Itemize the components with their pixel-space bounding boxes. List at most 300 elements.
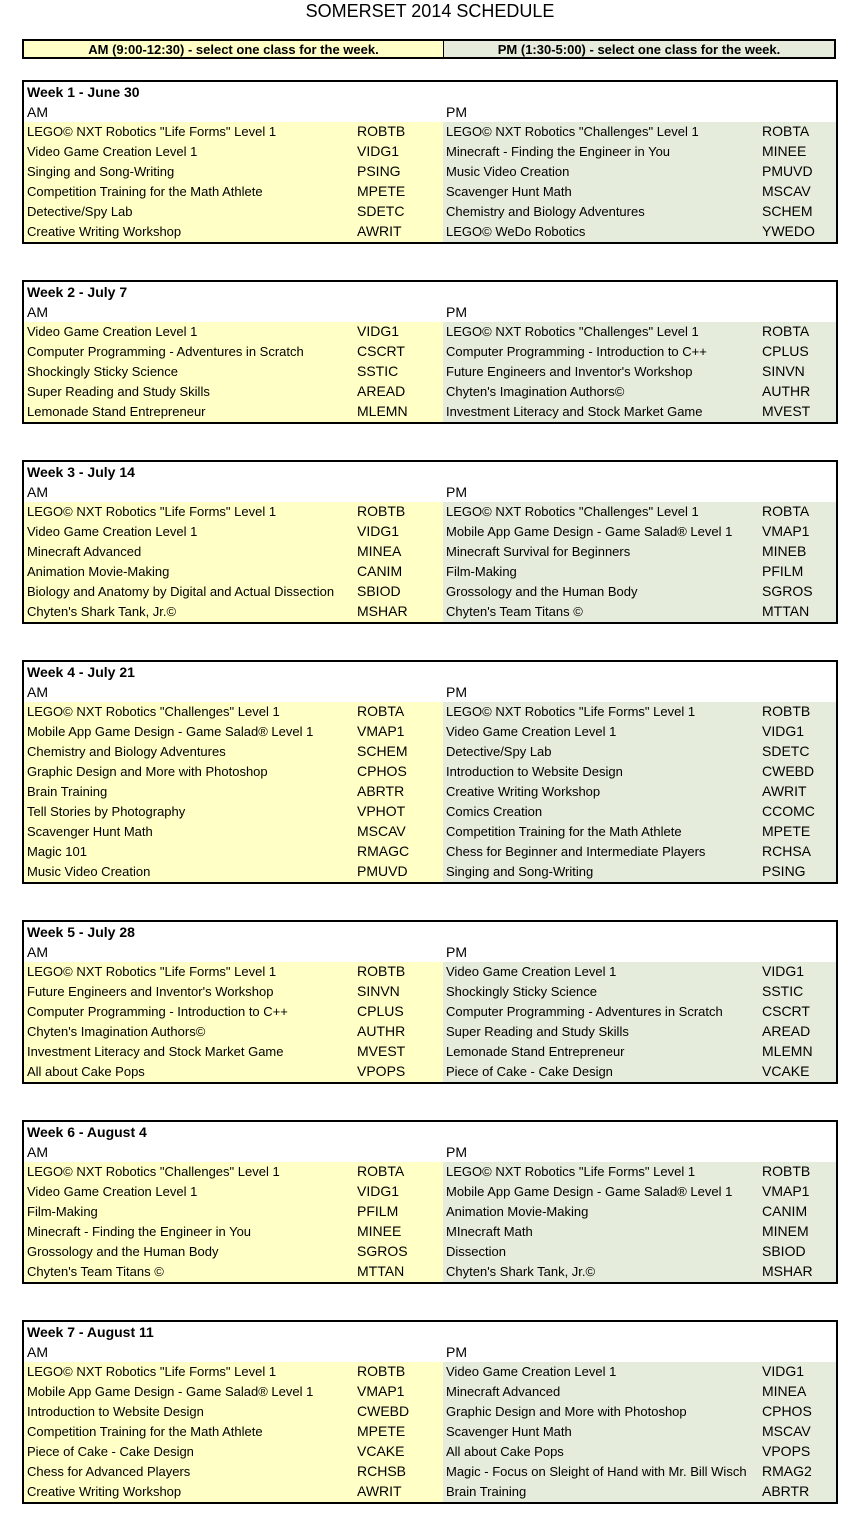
- am-class: [24, 342, 443, 362]
- class-row: [24, 1462, 836, 1482]
- am-class-name: Music Video Creation: [27, 864, 151, 879]
- am-class-name: Minecraft Advanced: [27, 544, 142, 559]
- class-row: [24, 142, 836, 162]
- session-header: [22, 39, 836, 59]
- am-class-name: Future Engineers and Inventor's Workshop: [27, 984, 274, 999]
- pm-class-name: Chyten's Team Titans ©: [446, 604, 583, 619]
- pm-class-code: MSCAV: [762, 183, 811, 199]
- am-class-code: MPETE: [357, 183, 406, 199]
- am-class: [24, 1042, 443, 1062]
- week-title: Week 6 - August 4: [27, 1124, 147, 1140]
- am-class: [24, 1382, 443, 1402]
- am-label: AM: [27, 304, 48, 320]
- am-class: [24, 502, 443, 522]
- pm-class: [443, 562, 836, 582]
- pm-class-code: SDETC: [762, 743, 810, 759]
- am-class-name: Competition Training for the Math Athlete: [27, 1424, 263, 1439]
- pm-class-code: ROBTB: [762, 703, 811, 719]
- pm-class-name: Chemistry and Biology Adventures: [446, 204, 645, 219]
- am-class-name: Lemonade Stand Entrepreneur: [27, 404, 206, 419]
- am-class: [24, 1202, 443, 1222]
- pm-class-code: VCAKE: [762, 1063, 810, 1079]
- week-block: [22, 280, 838, 424]
- am-class-code: SINVN: [357, 983, 400, 999]
- am-class-code: MPETE: [357, 1423, 406, 1439]
- pm-class: [443, 1202, 836, 1222]
- pm-class: [443, 1242, 836, 1262]
- pm-class: [443, 1022, 836, 1042]
- pm-class-code: VMAP1: [762, 1183, 810, 1199]
- pm-class-code: VMAP1: [762, 523, 810, 539]
- pm-class-name: Investment Literacy and Stock Market Game: [446, 404, 703, 419]
- pm-class-name: MInecraft Math: [446, 1224, 533, 1239]
- class-row: [24, 122, 836, 142]
- am-class: [24, 1002, 443, 1022]
- week-title: Week 4 - July 21: [27, 664, 135, 680]
- am-class: [24, 782, 443, 802]
- am-class-name: LEGO© NXT Robotics "Life Forms" Level 1: [27, 124, 277, 139]
- am-class-code: AREAD: [357, 383, 406, 399]
- pm-class-name: Creative Writing Workshop: [446, 784, 601, 799]
- am-class: [24, 1182, 443, 1202]
- class-row: [24, 1442, 836, 1462]
- pm-class-name: Dissection: [446, 1244, 506, 1259]
- am-class-name: Introduction to Website Design: [27, 1404, 204, 1419]
- am-class: [24, 1242, 443, 1262]
- am-session-header: AM (9:00-12:30) - select one class for the week.: [24, 41, 444, 57]
- am-label: AM: [27, 684, 48, 700]
- pm-class: [443, 362, 836, 382]
- class-row: [24, 1242, 836, 1262]
- pm-class: [443, 202, 836, 222]
- pm-class: [443, 182, 836, 202]
- am-class: [24, 722, 443, 742]
- am-class-name: Investment Literacy and Stock Market Game: [27, 1044, 284, 1059]
- am-class: [24, 562, 443, 582]
- am-class-code: MINEE: [357, 1223, 402, 1239]
- am-class: [24, 742, 443, 762]
- am-class-name: Singing and Song-Writing: [27, 164, 175, 179]
- am-class: [24, 1362, 443, 1382]
- pm-class: [443, 122, 836, 142]
- am-class-name: LEGO© NXT Robotics "Life Forms" Level 1: [27, 1364, 277, 1379]
- pm-class-code: MINEB: [762, 543, 807, 559]
- am-class-name: Video Game Creation Level 1: [27, 524, 198, 539]
- class-row: [24, 982, 836, 1002]
- pm-class: [443, 742, 836, 762]
- class-row: [24, 1182, 836, 1202]
- pm-class-code: RMAG2: [762, 1463, 812, 1479]
- am-class-name: Mobile App Game Design - Game Salad® Level 1: [27, 724, 314, 739]
- am-class-code: MTTAN: [357, 1263, 405, 1279]
- pm-class-name: All about Cake Pops: [446, 1444, 564, 1459]
- pm-class-name: Competition Training for the Math Athlete: [446, 824, 682, 839]
- pm-class-code: MINEE: [762, 143, 807, 159]
- class-row: [24, 1482, 836, 1502]
- am-class-name: Chemistry and Biology Adventures: [27, 744, 226, 759]
- am-class-code: MSHAR: [357, 603, 408, 619]
- am-class-code: SGROS: [357, 1243, 408, 1259]
- pm-class-name: Chyten's Imagination Authors©: [446, 384, 625, 399]
- class-row: [24, 742, 836, 762]
- am-class: [24, 762, 443, 782]
- pm-class-name: Introduction to Website Design: [446, 764, 623, 779]
- am-class-code: SDETC: [357, 203, 405, 219]
- pm-class-code: AREAD: [762, 1023, 811, 1039]
- pm-class-code: ROBTB: [762, 1163, 811, 1179]
- class-row: [24, 1002, 836, 1022]
- am-class: [24, 122, 443, 142]
- pm-class-code: PMUVD: [762, 163, 813, 179]
- class-row: [24, 1382, 836, 1402]
- am-class-name: Video Game Creation Level 1: [27, 1184, 198, 1199]
- pm-class-code: CSCRT: [762, 1003, 810, 1019]
- am-class-name: Chyten's Shark Tank, Jr.©: [27, 604, 177, 619]
- am-class-code: PFILM: [357, 1203, 399, 1219]
- am-class-code: VIDG1: [357, 323, 400, 339]
- pm-class: [443, 162, 836, 182]
- pm-class: [443, 1162, 836, 1182]
- pm-class-name: Shockingly Sticky Science: [446, 984, 598, 999]
- pm-class: [443, 1442, 836, 1462]
- am-class: [24, 982, 443, 1002]
- pm-class-name: Computer Programming - Adventures in Scratch: [446, 1004, 723, 1019]
- class-row: [24, 222, 836, 242]
- week-block: [22, 660, 838, 884]
- pm-class-name: Singing and Song-Writing: [446, 864, 594, 879]
- am-class-code: PMUVD: [357, 863, 408, 879]
- am-class: [24, 162, 443, 182]
- pm-label: PM: [446, 684, 467, 700]
- am-class-name: Video Game Creation Level 1: [27, 324, 198, 339]
- pm-label: PM: [446, 944, 467, 960]
- class-row: [24, 602, 836, 622]
- am-class: [24, 862, 443, 882]
- class-row: [24, 582, 836, 602]
- am-class-code: VMAP1: [357, 723, 405, 739]
- pm-class: [443, 582, 836, 602]
- pm-label: PM: [446, 484, 467, 500]
- am-class-name: Magic 101: [27, 844, 87, 859]
- pm-class: [443, 1182, 836, 1202]
- am-class: [24, 962, 443, 982]
- am-class: [24, 1222, 443, 1242]
- am-class-name: LEGO© NXT Robotics "Life Forms" Level 1: [27, 504, 277, 519]
- class-row: [24, 762, 836, 782]
- pm-class-code: SSTIC: [762, 983, 804, 999]
- pm-class: [443, 1362, 836, 1382]
- am-class-name: Mobile App Game Design - Game Salad® Level 1: [27, 1384, 314, 1399]
- am-class-name: Chyten's Imagination Authors©: [27, 1024, 206, 1039]
- pm-class: [443, 1002, 836, 1022]
- pm-class-name: Chyten's Shark Tank, Jr.©: [446, 1264, 596, 1279]
- pm-class-name: Computer Programming - Introduction to C++: [446, 344, 707, 359]
- am-class: [24, 402, 443, 422]
- am-class-name: Brain Training: [27, 784, 108, 799]
- pm-class-name: Video Game Creation Level 1: [446, 724, 617, 739]
- pm-class-name: Brain Training: [446, 1484, 527, 1499]
- class-row: [24, 722, 836, 742]
- pm-class: [443, 542, 836, 562]
- pm-class-name: Animation Movie-Making: [446, 1204, 589, 1219]
- pm-class-name: Graphic Design and More with Photoshop: [446, 1404, 687, 1419]
- class-row: [24, 842, 836, 862]
- am-class: [24, 842, 443, 862]
- week-title: Week 3 - July 14: [27, 464, 135, 480]
- am-class-code: CWEBD: [357, 1403, 410, 1419]
- am-class-code: AWRIT: [357, 1483, 402, 1499]
- am-class-code: VPOPS: [357, 1063, 406, 1079]
- pm-label: PM: [446, 1344, 467, 1360]
- pm-class-code: CPLUS: [762, 343, 809, 359]
- am-class-name: Super Reading and Study Skills: [27, 384, 210, 399]
- am-class-name: Competition Training for the Math Athlete: [27, 184, 263, 199]
- class-row: [24, 402, 836, 422]
- pm-class-code: SINVN: [762, 363, 805, 379]
- pm-class-code: ROBTA: [762, 323, 810, 339]
- am-class-name: Chess for Advanced Players: [27, 1464, 191, 1479]
- pm-class-code: AWRIT: [762, 783, 807, 799]
- session-labels: [24, 102, 836, 122]
- pm-class-code: PSING: [762, 863, 806, 879]
- am-class-code: CPHOS: [357, 763, 407, 779]
- class-row: [24, 322, 836, 342]
- week-block: [22, 920, 838, 1084]
- pm-class: [443, 1262, 836, 1282]
- pm-class-code: MINEA: [762, 1383, 807, 1399]
- class-row: [24, 1202, 836, 1222]
- am-class-name: Creative Writing Workshop: [27, 1484, 182, 1499]
- pm-class-name: Scavenger Hunt Math: [446, 1424, 572, 1439]
- am-class-name: Graphic Design and More with Photoshop: [27, 764, 268, 779]
- class-row: [24, 1162, 836, 1182]
- pm-class-code: SGROS: [762, 583, 813, 599]
- pm-class-code: MVEST: [762, 403, 811, 419]
- am-label: AM: [27, 484, 48, 500]
- pm-class-name: LEGO© NXT Robotics "Life Forms" Level 1: [446, 1164, 696, 1179]
- pm-class-code: CCOMC: [762, 803, 815, 819]
- pm-class: [443, 402, 836, 422]
- week-block: [22, 460, 838, 624]
- pm-class-name: LEGO© NXT Robotics "Challenges" Level 1: [446, 124, 699, 139]
- am-class-name: Creative Writing Workshop: [27, 224, 182, 239]
- pm-class-name: Minecraft - Finding the Engineer in You: [446, 144, 671, 159]
- pm-class: [443, 222, 836, 242]
- pm-class: [443, 1462, 836, 1482]
- am-label: AM: [27, 1344, 48, 1360]
- am-class: [24, 1402, 443, 1422]
- pm-class-code: VPOPS: [762, 1443, 811, 1459]
- am-class: [24, 382, 443, 402]
- pm-class-name: Lemonade Stand Entrepreneur: [446, 1044, 625, 1059]
- week-title: Week 1 - June 30: [27, 84, 140, 100]
- pm-class-name: LEGO© NXT Robotics "Challenges" Level 1: [446, 324, 699, 339]
- week-block: [22, 80, 838, 244]
- am-class: [24, 702, 443, 722]
- am-class-code: VMAP1: [357, 1383, 405, 1399]
- session-labels: [24, 682, 836, 702]
- class-row: [24, 202, 836, 222]
- pm-class-code: CANIM: [762, 1203, 808, 1219]
- am-class-code: CANIM: [357, 563, 403, 579]
- pm-class: [443, 522, 836, 542]
- am-class-code: RCHSB: [357, 1463, 407, 1479]
- pm-class-code: MSCAV: [762, 1423, 811, 1439]
- pm-class: [443, 502, 836, 522]
- week-block: [22, 1120, 838, 1284]
- pm-label: PM: [446, 304, 467, 320]
- class-row: [24, 1422, 836, 1442]
- am-class-code: ROBTB: [357, 503, 406, 519]
- am-class-name: Chyten's Team Titans ©: [27, 1264, 164, 1279]
- am-class: [24, 802, 443, 822]
- am-class-name: LEGO© NXT Robotics "Life Forms" Level 1: [27, 964, 277, 979]
- pm-class-name: Comics Creation: [446, 804, 543, 819]
- class-row: [24, 522, 836, 542]
- pm-class: [443, 822, 836, 842]
- pm-class-name: Super Reading and Study Skills: [446, 1024, 629, 1039]
- am-class-name: Computer Programming - Adventures in Scratch: [27, 344, 304, 359]
- am-class-name: Piece of Cake - Cake Design: [27, 1444, 194, 1459]
- am-class: [24, 522, 443, 542]
- class-row: [24, 1262, 836, 1282]
- class-row: [24, 1022, 836, 1042]
- pm-class-code: YWEDO: [762, 223, 815, 239]
- am-class-name: Animation Movie-Making: [27, 564, 170, 579]
- am-class-name: LEGO© NXT Robotics "Challenges" Level 1: [27, 704, 280, 719]
- am-class-code: ROBTB: [357, 963, 406, 979]
- am-class-code: SSTIC: [357, 363, 399, 379]
- am-class-name: All about Cake Pops: [27, 1064, 145, 1079]
- am-class: [24, 1482, 443, 1502]
- pm-class: [443, 982, 836, 1002]
- am-class-code: SCHEM: [357, 743, 408, 759]
- pm-class-name: LEGO© NXT Robotics "Challenges" Level 1: [446, 504, 699, 519]
- pm-class: [443, 602, 836, 622]
- am-class-name: Scavenger Hunt Math: [27, 824, 153, 839]
- am-class-code: SBIOD: [357, 583, 401, 599]
- am-class-name: Film-Making: [27, 1204, 98, 1219]
- pm-class-code: SBIOD: [762, 1243, 806, 1259]
- class-row: [24, 162, 836, 182]
- pm-class-name: LEGO© WeDo Robotics: [446, 224, 586, 239]
- am-class: [24, 142, 443, 162]
- week-title: Week 5 - July 28: [27, 924, 135, 940]
- pm-class: [443, 342, 836, 362]
- pm-class-name: Magic - Focus on Sleight of Hand with Mr. Bill Wisch: [446, 1464, 747, 1479]
- pm-class-name: Future Engineers and Inventor's Workshop: [446, 364, 693, 379]
- pm-class-code: MTTAN: [762, 603, 810, 619]
- pm-label: PM: [446, 1144, 467, 1160]
- pm-class-name: Mobile App Game Design - Game Salad® Level 1: [446, 524, 733, 539]
- pm-class-code: CPHOS: [762, 1403, 812, 1419]
- page-title: SOMERSET 2014 SCHEDULE: [305, 1, 555, 21]
- class-row: [24, 1362, 836, 1382]
- pm-class-code: MLEMN: [762, 1043, 813, 1059]
- am-class-code: ROBTB: [357, 123, 406, 139]
- am-class-code: CSCRT: [357, 343, 405, 359]
- am-class-name: Computer Programming - Introduction to C++: [27, 1004, 288, 1019]
- week-block: [22, 1320, 838, 1504]
- am-class-code: MLEMN: [357, 403, 408, 419]
- am-class: [24, 1062, 443, 1082]
- am-class-name: LEGO© NXT Robotics "Challenges" Level 1: [27, 1164, 280, 1179]
- am-class: [24, 582, 443, 602]
- pm-class-code: VIDG1: [762, 1363, 805, 1379]
- pm-class: [443, 322, 836, 342]
- pm-class-name: Mobile App Game Design - Game Salad® Level 1: [446, 1184, 733, 1199]
- am-class-code: AUTHR: [357, 1023, 406, 1039]
- pm-class-name: Scavenger Hunt Math: [446, 184, 572, 199]
- am-class: [24, 1422, 443, 1442]
- am-label: AM: [27, 104, 48, 120]
- am-class-name: Tell Stories by Photography: [27, 804, 186, 819]
- class-row: [24, 1062, 836, 1082]
- am-class: [24, 222, 443, 242]
- pm-class: [443, 1222, 836, 1242]
- am-class-code: MVEST: [357, 1043, 406, 1059]
- pm-class: [443, 1042, 836, 1062]
- pm-class: [443, 1062, 836, 1082]
- pm-class: [443, 782, 836, 802]
- pm-class-code: MSHAR: [762, 1263, 813, 1279]
- pm-class-name: Video Game Creation Level 1: [446, 964, 617, 979]
- session-labels: [24, 302, 836, 322]
- am-class-code: AWRIT: [357, 223, 402, 239]
- pm-class: [443, 1482, 836, 1502]
- pm-class-code: ROBTA: [762, 503, 810, 519]
- am-class: [24, 542, 443, 562]
- am-class: [24, 1442, 443, 1462]
- class-row: [24, 782, 836, 802]
- pm-session-header: PM (1:30-5:00) - select one class for the week.: [444, 41, 834, 57]
- pm-class-name: Piece of Cake - Cake Design: [446, 1064, 613, 1079]
- am-class-name: Minecraft - Finding the Engineer in You: [27, 1224, 252, 1239]
- am-class: [24, 602, 443, 622]
- am-class-name: Video Game Creation Level 1: [27, 144, 198, 159]
- pm-class-code: ABRTR: [762, 1483, 810, 1499]
- am-class-name: Biology and Anatomy by Digital and Actual Dissection: [27, 584, 335, 599]
- pm-class-code: PFILM: [762, 563, 804, 579]
- pm-class-name: Grossology and the Human Body: [446, 584, 638, 599]
- am-class-name: Shockingly Sticky Science: [27, 364, 179, 379]
- am-class-code: MSCAV: [357, 823, 406, 839]
- am-class-code: VIDG1: [357, 1183, 400, 1199]
- am-class-code: MINEA: [357, 543, 402, 559]
- am-class-name: Detective/Spy Lab: [27, 204, 133, 219]
- class-row: [24, 1222, 836, 1242]
- pm-class: [443, 802, 836, 822]
- class-row: [24, 862, 836, 882]
- pm-class-name: Video Game Creation Level 1: [446, 1364, 617, 1379]
- pm-class-code: RCHSA: [762, 843, 812, 859]
- class-row: [24, 542, 836, 562]
- pm-class-name: Minecraft Survival for Beginners: [446, 544, 631, 559]
- am-class: [24, 322, 443, 342]
- session-labels: [24, 482, 836, 502]
- am-class: [24, 362, 443, 382]
- class-row: [24, 1042, 836, 1062]
- am-class-code: ROBTA: [357, 703, 405, 719]
- pm-class-name: Film-Making: [446, 564, 517, 579]
- pm-class-name: Chess for Beginner and Intermediate Players: [446, 844, 706, 859]
- am-class-code: ROBTA: [357, 1163, 405, 1179]
- am-label: AM: [27, 944, 48, 960]
- pm-class-code: VIDG1: [762, 723, 805, 739]
- pm-class-name: Detective/Spy Lab: [446, 744, 552, 759]
- class-row: [24, 182, 836, 202]
- class-row: [24, 562, 836, 582]
